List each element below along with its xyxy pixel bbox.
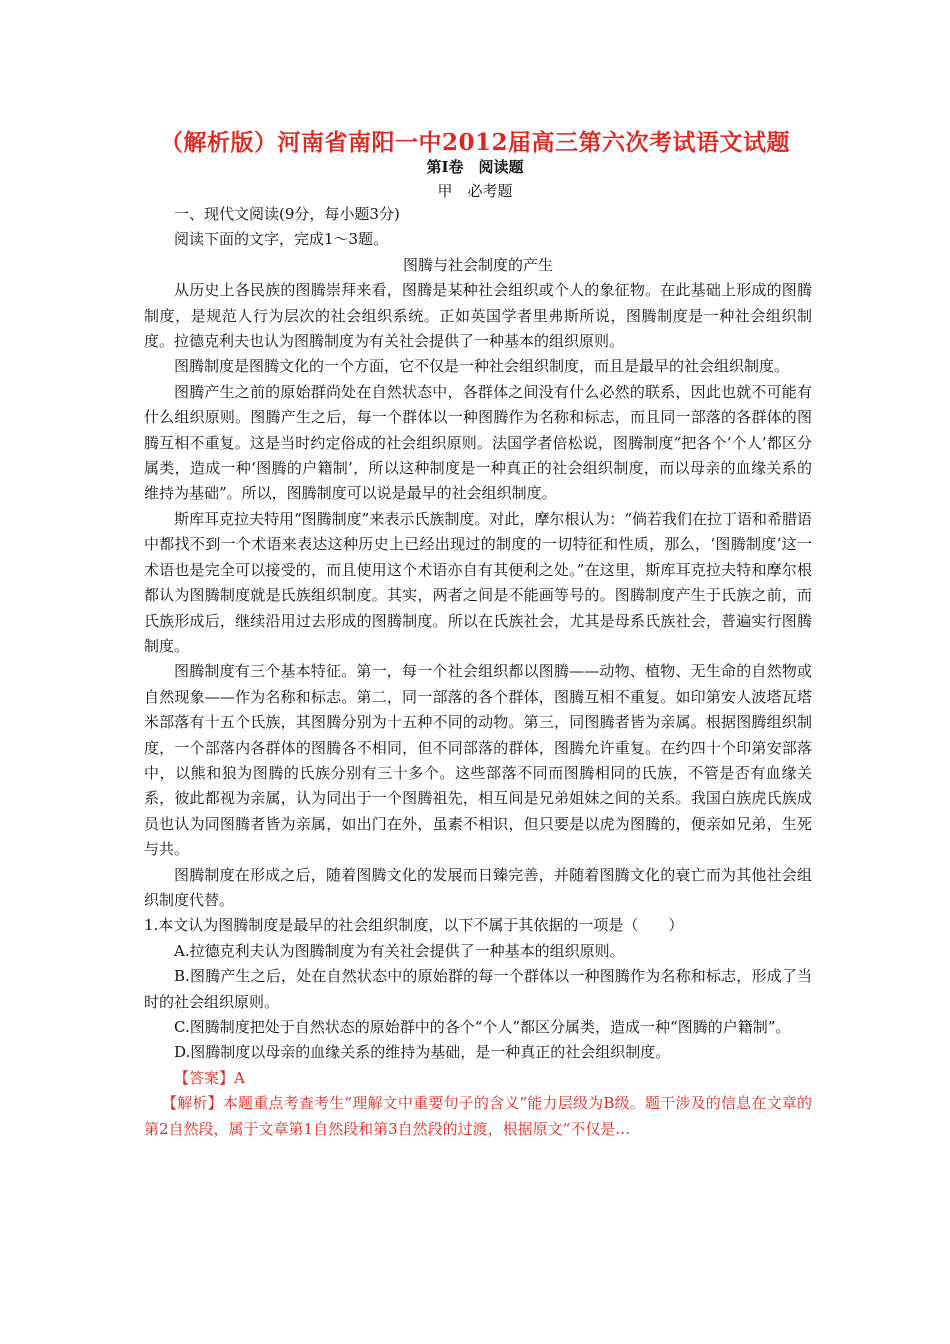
option-b: B.图腾产生之后，处在自然状态中的原始群的每一个群体以一种图腾作为名称和标志，形成了当时的社会组织原则。 — [144, 967, 812, 1011]
instruction-text: 阅读下面的文字，完成1～3题。 — [174, 230, 389, 249]
answer-value: A — [234, 1068, 245, 1087]
analysis-text: 本题重点考查考生“理解文中重要句子的含义”能力层级为B级。题干涉及的信息在文章的第2自然段，属于文章第1自然段和第3自然段的过渡，根据原文“不仅是… — [144, 1094, 812, 1138]
section-heading: 甲 必考题 — [437, 182, 513, 200]
analysis-label: 【解析】 — [162, 1094, 223, 1113]
passage-paragraph: 图腾制度有三个基本特征。第一，每一个社会组织都以图腾——动物、植物、无生命的自然物或自然现象——作为名称和标志。第二，同一部落的各个群体，图腾互相不重复。如印第安人波塔瓦塔米部落有十五个氏族，其图腾分别为十五种不同的动物。第三，同图腾者皆为亲属。根据图腾组织制度，一个部落内各群体的图腾各不相同，但不同部落的群体，图腾允许重复。在约四十个印第安部落中，以熊和狼为图腾的氏族分别有三十多个。这些部落不同而图腾相同的氏族，不管是否有血缘关系，彼此都视为亲属，认为同出于一个图腾祖先，相互间是兄弟姐妹之间的关系。我国白族虎氏族成员也认为同图腾者皆为亲属，如出门在外，虽素不相识，但只要是以虎为图腾的，便亲如兄弟，生死与共。 — [144, 662, 812, 859]
option-d: D.图腾制度以母亲的血缘关系的维持为基础，是一种真正的社会组织制度。 — [174, 1043, 671, 1062]
passage-paragraph: 图腾制度是图腾文化的一个方面，它不仅是一种社会组织制度，而且是最早的社会组织制度。 — [174, 357, 790, 376]
document-title: （解析版）河南省南阳一中2012届高三第六次考试语文试题 — [159, 129, 790, 156]
part-heading: 一、现代文阅读(9分，每小题3分) — [174, 205, 400, 223]
passage-paragraph: 斯库耳克拉夫特用“图腾制度”来表示氏族制度。对此，摩尔根认为：“倘若我们在拉丁语和希腊语中都找不到一个术语来表达这种历史上已经出现过的制度的一切特征和性质，那么，‘图腾制度’这一术语也是完全可以接受的，而且使用这个术语亦自有其便利之处。”在这里，斯库耳克拉夫特和摩尔根都认为图腾制度就是氏族组织制度。其实，两者之间是不能画等号的。图腾制度产生于氏族之前，而氏族形成后，继续沿用过去形成的图腾制度。所以在氏族社会，尤其是母系氏族社会，普遍实行图腾制度。 — [144, 509, 813, 655]
answer-label: 【答案】 — [174, 1068, 235, 1087]
volume-heading: 第Ⅰ卷 阅读题 — [426, 158, 524, 176]
answer-line — [144, 1066, 812, 1091]
analysis-block — [144, 1091, 812, 1142]
passage-paragraph: 图腾制度在形成之后，随着图腾文化的发展而日臻完善，并随着图腾文化的衰亡而为其他社会组织制度代替。 — [144, 865, 812, 909]
passage-paragraph: 从历史上各民族的图腾崇拜来看，图腾是某种社会组织或个人的象征物。在此基础上形成的图腾制度，是规范人行为层次的社会组织系统。正如英国学者里弗斯所说，图腾制度是一种社会组织制度。拉德克利夫也认为图腾制度为有关社会提供了一种基本的组织原则。 — [144, 281, 812, 351]
option-c: C.图腾制度把处于自然状态的原始群中的各个“个人”都区分属类，造成一种“图腾的户籍制”。 — [174, 1018, 791, 1036]
passage-title: 图腾与社会制度的产生 — [402, 255, 553, 274]
document-body — [144, 202, 812, 1142]
question-stem: 1.本文认为图腾制度是最早的社会组织制度，以下不属于其依据的一项是（ ） — [144, 916, 684, 935]
passage-paragraph: 图腾产生之前的原始群尚处在自然状态中，各群体之间没有什么必然的联系，因此也就不可能有什么组织原则。图腾产生之后，每一个群体以一种图腾作为名称和标志，而且同一部落的各群体的图腾互相不重复。这是当时约定俗成的社会组织原则。法国学者倍松说，图腾制度“把各个‘个人’都区分属类，造成一种‘图腾的户籍制’，所以这种制度是一种真正的社会组织制度，而以母亲的血缘关系的维持为基础”。所以，图腾制度可以说是最早的社会组织制度。 — [144, 382, 812, 503]
option-a: A.拉德克利夫认为图腾制度为有关社会提供了一种基本的组织原则。 — [174, 941, 625, 960]
